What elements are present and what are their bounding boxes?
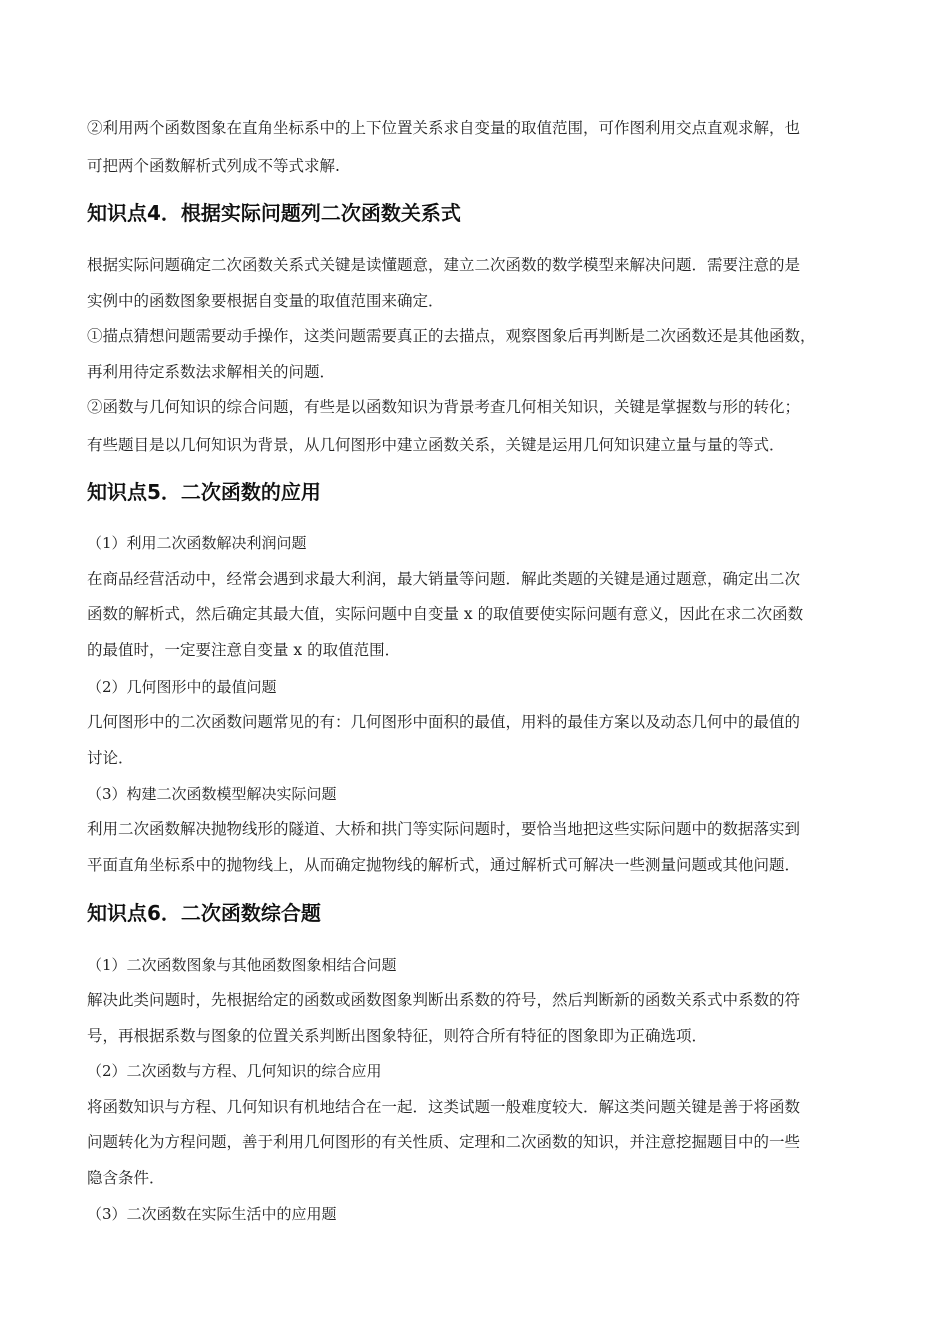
- section-5-title: 知识点5．二次函数的应用: [87, 480, 321, 504]
- section-6-subheading: （3）二次函数在实际生活中的应用题: [87, 1205, 337, 1223]
- section-6-subheading: （1）二次函数图象与其他函数图象相结合问题: [87, 956, 397, 974]
- section-5-line: 利用二次函数解决抛物线形的隧道、大桥和拱门等实际问题时，要恰当地把这些实际问题中的数据落实到: [87, 820, 801, 838]
- intro-line-1: ②利用两个函数图象在直角坐标系中的上下位置关系求自变量的取值范围，可作图利用交点直观求解，也: [87, 119, 801, 137]
- section-6-title: 知识点6．二次函数综合题: [87, 901, 321, 925]
- section-6-line: 解决此类问题时，先根据给定的函数或函数图象判断出系数的符号，然后判断新的函数关系式中系数的符: [87, 991, 801, 1009]
- section-5-line: 的最值时，一定要注意自变量 x 的取值范围．: [87, 641, 401, 659]
- section-6-line: 隐含条件．: [87, 1169, 165, 1187]
- section-4-title: 知识点4．根据实际问题列二次函数关系式: [87, 201, 461, 225]
- section-6-line: 问题转化为方程问题，善于利用几何图形的有关性质、定理和二次函数的知识，并注意挖掘题目中的一些: [87, 1133, 801, 1151]
- section-6-line: 号，再根据系数与图象的位置关系判断出图象特征，则符合所有特征的图象即为正确选项．: [87, 1027, 708, 1045]
- section-5-subheading: （1）利用二次函数解决利润问题: [87, 534, 307, 552]
- section-5-line: 几何图形中的二次函数问题常见的有：几何图形中面积的最值，用料的最佳方案以及动态几何中的最值的: [87, 713, 801, 731]
- section-4-line: 再利用待定系数法求解相关的问题．: [87, 363, 336, 381]
- section-5-line: 在商品经营活动中，经常会遇到求最大利润，最大销量等问题．解此类题的关键是通过题意，确定出二次: [87, 570, 801, 588]
- section-6-line: 将函数知识与方程、几何知识有机地结合在一起．这类试题一般难度较大．解这类问题关键是善于将函数: [87, 1098, 801, 1116]
- section-4-line: 根据实际问题确定二次函数关系式关键是读懂题意，建立二次函数的数学模型来解决问题．需要注意的是: [87, 256, 801, 274]
- section-5-line: 平面直角坐标系中的抛物线上，从而确定抛物线的解析式，通过解析式可解决一些测量问题或其他问题．: [87, 856, 801, 874]
- section-5-line: 讨论．: [87, 749, 134, 767]
- section-5-subheading: （2）几何图形中的最值问题: [87, 678, 277, 696]
- section-4-line: 实例中的函数图象要根据自变量的取值范围来确定．: [87, 292, 444, 310]
- section-4-line: ①描点猜想问题需要动手操作，这类问题需要真正的去描点，观察图象后再判断是二次函数还是其他函数，: [87, 327, 816, 345]
- section-4-line: 有些题目是以几何知识为背景，从几何图形中建立函数关系，关键是运用几何知识建立量与量的等式．: [87, 436, 785, 454]
- intro-line-2: 可把两个函数解析式列成不等式求解.: [87, 157, 340, 175]
- section-5-subheading: （3）构建二次函数模型解决实际问题: [87, 785, 337, 803]
- section-4-line: ②函数与几何知识的综合问题，有些是以函数知识为背景考查几何相关知识，关键是掌握数与形的转化；: [87, 398, 801, 416]
- section-6-subheading: （2）二次函数与方程、几何知识的综合应用: [87, 1062, 382, 1080]
- section-5-line: 函数的解析式，然后确定其最大值，实际问题中自变量 x 的取值要使实际问题有意义，因此在求二次函数: [87, 605, 804, 623]
